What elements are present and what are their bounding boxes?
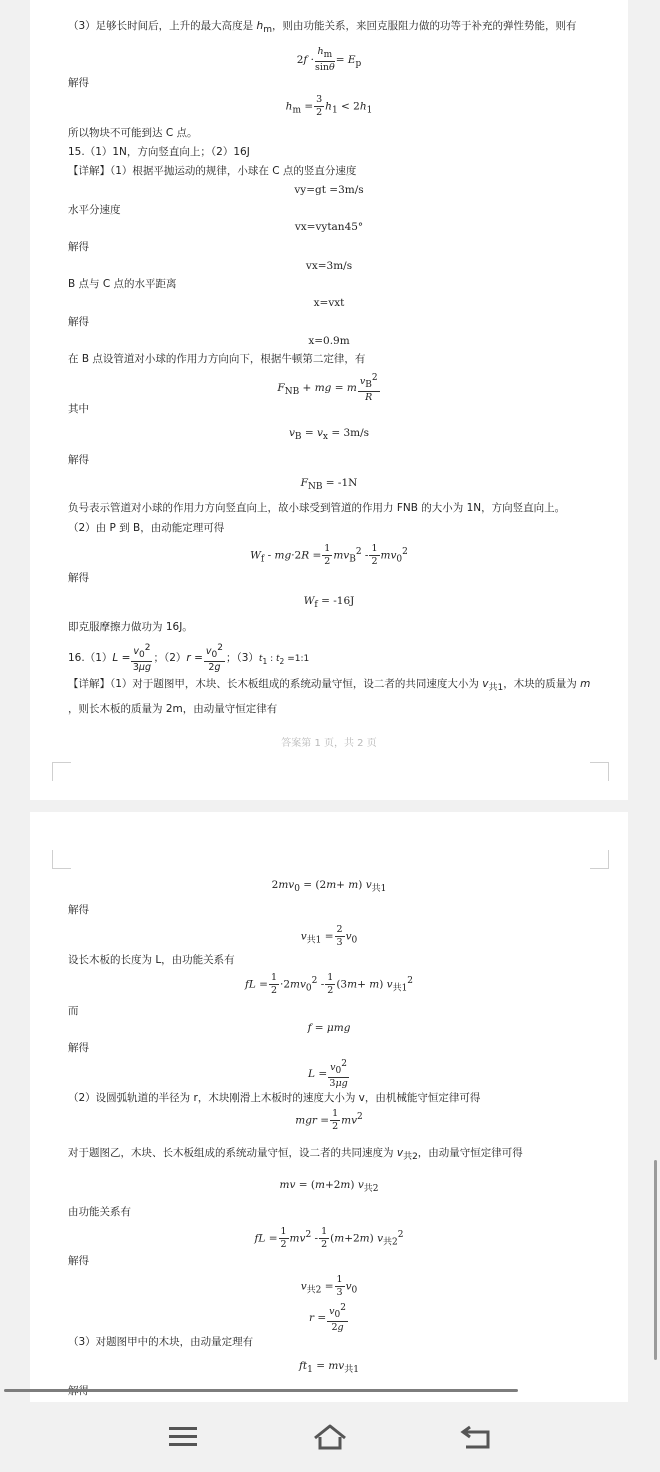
text-line: （3）对题图甲中的木块，由动量定理有 (68, 1336, 254, 1348)
text-line: 由功能关系有 (68, 1206, 131, 1218)
horizontal-scrollbar[interactable] (4, 1389, 518, 1392)
text-line: （2）设圆弧轨道的半径为 r，木块刚滑上木板时的速度大小为 v，由机械能守恒定律可得 (68, 1092, 481, 1104)
equation-impulse: $ft_1 = mv_{共1}$ (299, 1360, 359, 1376)
equation-x: x=vxt (313, 297, 345, 309)
menu-icon (169, 1426, 197, 1448)
back-icon (460, 1424, 492, 1450)
text-line: 水平分速度 (68, 204, 121, 216)
equation-newton: $F_{NB}$ + mg = m $\frac{v_B^2}{R}$ (277, 373, 378, 404)
answer-15: 15.（1）1N，方向竖直向上；（2）16J (68, 146, 250, 158)
equation-v-common-1: $v_{共1}$ = $\frac{2}{3}$ $v_0$ (300, 924, 358, 948)
equation-mechanical-energy: mgr = $\frac{1}{2}$ $mv^2$ (295, 1108, 363, 1132)
text-line: 其中 (68, 403, 89, 415)
text-line: 而 (68, 1005, 79, 1017)
solve-label: 解得 (68, 77, 89, 89)
solve-label: 解得 (68, 316, 89, 328)
home-icon (312, 1423, 348, 1451)
text-line: B 点与 C 点的水平距离 (68, 278, 177, 290)
solve-label: 解得 (68, 241, 89, 253)
equation-hm: $h_m$ = $\frac{3}{2}$ $h_1 < 2h_1$ (285, 94, 373, 118)
crop-mark (52, 762, 71, 781)
answer-16: 16.（1）L = $\frac{v_0^2}{3\mu g}$ ；（2）r = $\frac{v_0^2}{2g}$ ；$(3)t_1$ : $t_2$ =1:1 (68, 643, 310, 674)
equation-v-common-2: $v_{共2}$ = $\frac{1}{3}$ $v_0$ (300, 1274, 358, 1298)
detail-line: 【详解】（1）根据平抛运动的规律，小球在 C 点的竖直分速度 (68, 165, 357, 177)
equation-momentum-1: $2mv_0 = (2m+ m)$ $v_{共1}$ (271, 879, 387, 895)
vertical-scrollbar[interactable] (654, 1160, 657, 1360)
equation-x-value: x=0.9m (308, 335, 350, 347)
text-line: 即克服摩擦力做功为 16J。 (68, 621, 193, 633)
equation-vy: vy=gt =3m/s (294, 184, 364, 196)
answer-page-2 (30, 812, 628, 1402)
text-line: （2）由 P 到 B，由动能定理可得 (68, 522, 225, 534)
solve-label: 解得 (68, 1042, 89, 1054)
text-line: 负号表示管道对小球的作用力方向竖直向上，故小球受到管道的作用力 FNB 的大小为 1N，方向竖直向上。 (68, 502, 566, 514)
equation-radius: r = $\frac{v_0^2}{2g}$ (308, 1303, 346, 1334)
text-line: 在 B 点设管道对小球的作用力方向向下，根据牛顿第二定律，有 (68, 353, 366, 365)
home-button[interactable] (310, 1420, 350, 1454)
solve-label: 解得 (68, 454, 89, 466)
equation-friction-work: 2f · $\frac{h_m}{\sin\theta}$ = $E_p$ (296, 46, 362, 73)
equation-fnb: $F_{NB} = -1N$ (300, 477, 358, 493)
equation-friction: f = μmg (307, 1022, 351, 1034)
equation-vx: vx=vytan45° (294, 221, 364, 233)
text-line: 设长木板的长度为 L，由功能关系有 (68, 954, 235, 966)
equation-energy-1: fL = $\frac{1}{2}$ $\cdot 2mv_0^2$ - $\frac{1}{2}$ (3m+ m) $v_{共1}^2$ (244, 972, 414, 996)
answer-page-1 (30, 0, 628, 800)
text-line: 对于题图乙，木块、长木板组成的系统动量守恒，设二者的共同速度为 $v_{共2}$，由动量守恒定律可得 (68, 1147, 523, 1163)
crop-mark (52, 850, 71, 869)
back-button[interactable] (456, 1420, 496, 1454)
solve-label: 解得 (68, 904, 89, 916)
equation-length: L = $\frac{v_0^2}{3\mu g}$ (308, 1059, 348, 1090)
system-navigation-bar (0, 1402, 660, 1472)
equation-momentum-2: mv = (m+2m) $v_{共2}$ (279, 1179, 379, 1195)
equation-wf: $W_f = -16J$ (303, 595, 355, 611)
menu-button[interactable] (163, 1420, 203, 1454)
equation-energy-2: fL = $\frac{1}{2}$ $mv^2$ - $\frac{1}{2}$ (m+2m) $v_{共2}^2$ (254, 1226, 404, 1250)
crop-mark (590, 762, 609, 781)
equation-work-energy: $W_f - mg\cdot 2R$ = $\frac{1}{2}$ $mv_B^2$ - $\frac{1}{2}$ $mv_0^2$ (250, 543, 408, 567)
text-line: （3）足够长时间后，上升的最大高度是 $h_m$，则由功能关系，来回克服阻力做的功等于补充的弹性势能，则有 (68, 20, 577, 36)
equation-vb: $v_B = v_x = 3m/s$ (288, 427, 370, 443)
equation-vx-value: vx=3m/s (305, 260, 353, 272)
text-line: 所以物块不可能到达 C 点。 (68, 127, 198, 139)
detail-line: 【详解】（1）对于题图甲，木块、长木板组成的系统动量守恒，设二者的共同速度大小为 $v_{共1}$，木块的质量为 m (68, 678, 591, 694)
page-footer: 答案第 1 页，共 2 页 (281, 738, 377, 749)
text-line: ，则长木板的质量为 2m，由动量守恒定律有 (68, 703, 278, 715)
solve-label: 解得 (68, 1255, 89, 1267)
crop-mark (590, 850, 609, 869)
solve-label: 解得 (68, 572, 89, 584)
